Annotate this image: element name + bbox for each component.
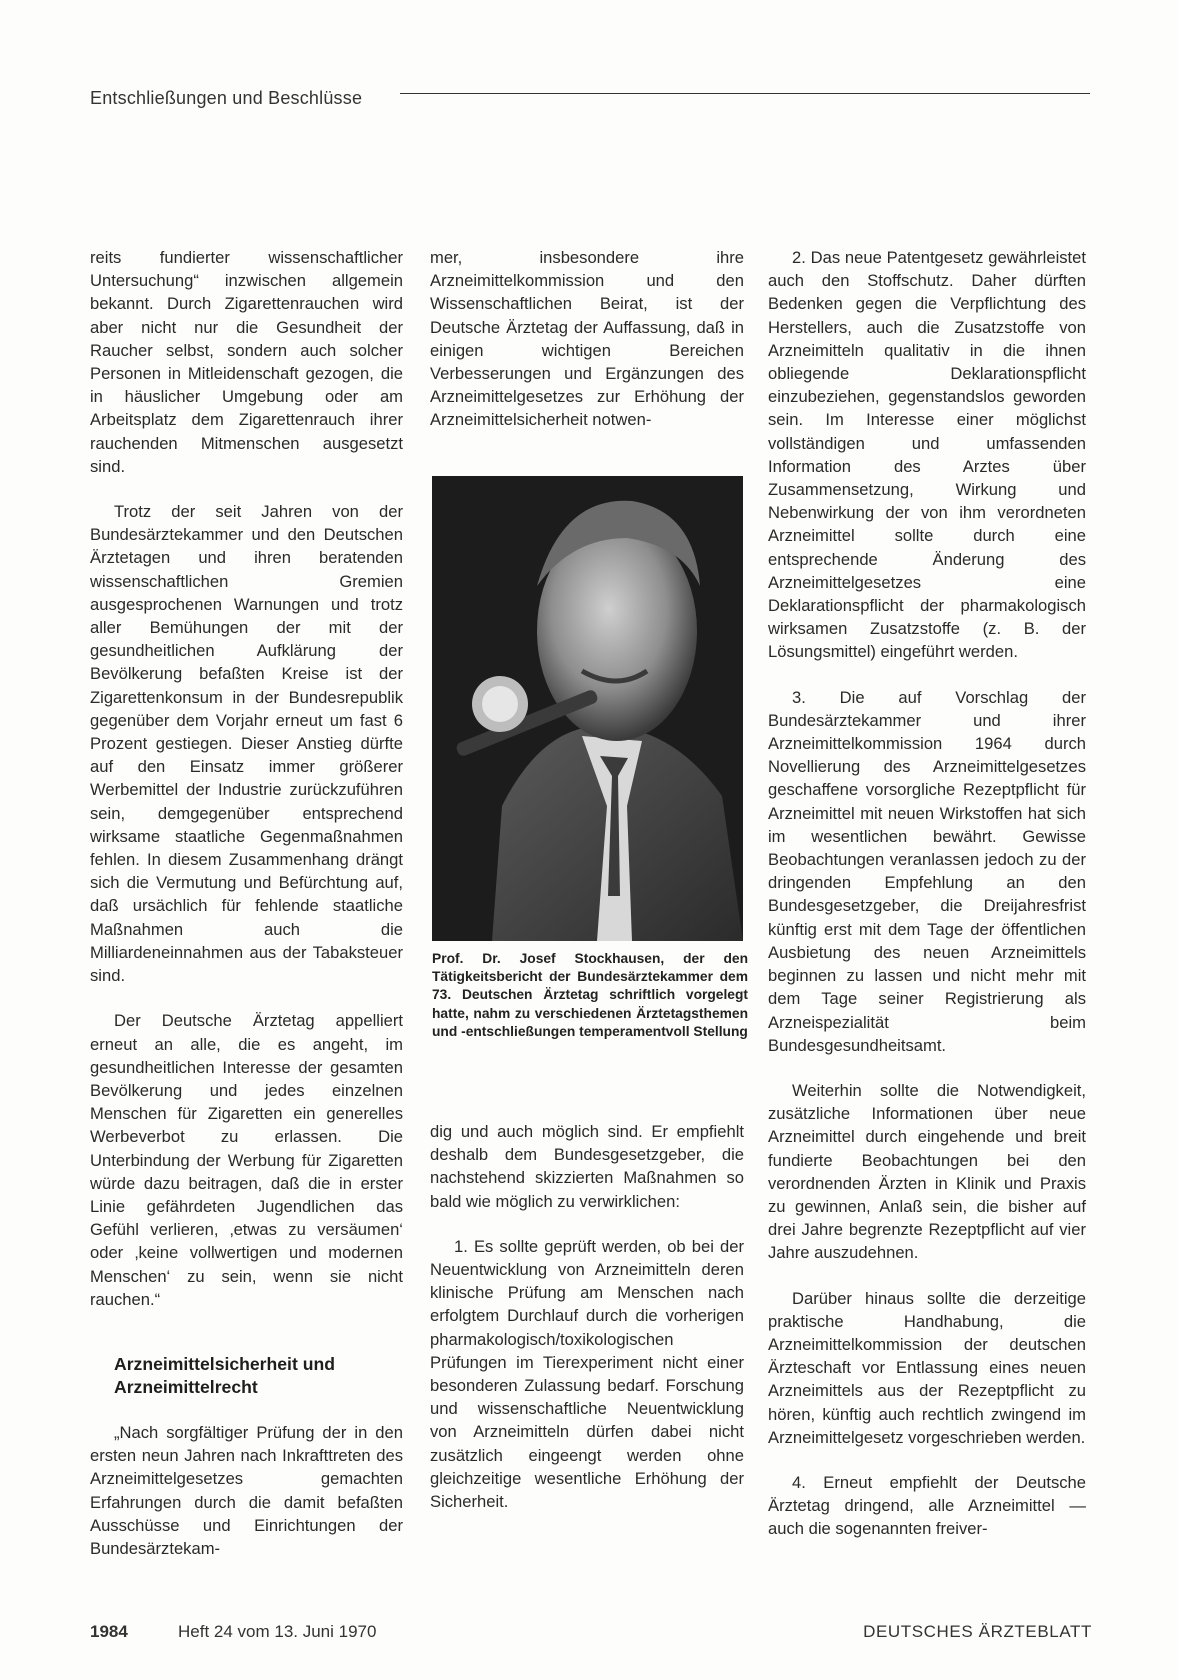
column-3 (768, 246, 1086, 1541)
paragraph: 4. Erneut empfiehlt der Deutsche Ärztetag dringend, alle Arzneimittel — auch die sogenannten freiver- (768, 1472, 1086, 1539)
speaker-photo-graphic (432, 476, 743, 941)
paragraph: 2. Das neue Patentgesetz gewährleistet auch den Stoffschutz. Daher dürften Bedenken gegen die Verpflichtung des Herstellers, auch die Zusatzstoffe von Arzneimitteln qualitativ in die ihnen obliegende Deklarationspflicht einzubeziehen, gegenstandslos geworden sein. Im Interesse einer möglichst vollständigen und umfassenden Information des Arztes über Zusammensetzung, Wirkung und Nebenwirkung der von ihm verordneten Arzneimittel sollte durch eine entsprechende Änderung des Arzneimittelgesetzes eine Deklarationspflicht der pharmakologisch wirksamen Zusatzstoffe (z. B. der Lösungsmittel) eingeführt werden. (768, 248, 1086, 662)
paragraph: Der Deutsche Ärztetag appelliert erneut an alle, die es angeht, im gesundheitlichen Interesse der gesamten Bevölkerung und jedes einzelnen Menschen für Zigaretten ein generelles Werbeverbot zu erlassen. Die Unterbindung der Werbung für Zigaretten würde dazu beitragen, daß die in erster Linie gefährdeten Jugendlichen das Gefühl verlieren, ‚etwas zu versäumen‘ oder ‚keine vollwertigen und modernen Menschen‘ zu sein, wenn sie nicht rauchen.“ (90, 1011, 403, 1309)
paragraph: mer, insbesondere ihre Arzneimittelkommission und den Wissenschaftlichen Beirat, ist der Deutsche Ärztetag der Auffassung, daß in einigen wichtigen Bereichen Verbesserungen und Ergänzungen des Arzneimittelgesetzes zur Erhöhung der Arzneimittelsicherheit notwen- (430, 248, 744, 430)
speaker-photo (432, 476, 743, 941)
paragraph: Weiterhin sollte die Notwendigkeit, zusätzliche Informationen über neue Arzneimittel durch eingehende und breit fundierte Beobachtungen bei den verordnenden Ärzten in Klinik und Praxis zu gewinnen, Anlaß sein, die bisher auf drei Jahre begrenzte Rezeptpflicht auf vier Jahre auszudehnen. (768, 1080, 1086, 1263)
header-rule (400, 93, 1090, 94)
section-title: Entschließungen und Beschlüsse (90, 88, 363, 108)
paragraph: reits fundierter wissenschaftlicher Untersuchung“ inzwischen allgemein bekannt. Durch Zigarettenrauchen wird aber nicht nur die Gesundheit der Raucher selbst, sondern auch solcher Personen in Mitleidenschaft gezogen, die in häuslicher Umgebung oder am Arbeitsplatz dem Zigarettenrauch ihrer rauchenden Mitmenschen ausgesetzt sind. (90, 248, 403, 476)
paragraph: „Nach sorgfältiger Prüfung der in den ersten neun Jahren nach Inkrafttreten des Arzneimittelgesetzes gemachten Erfahrungen durch die damit befaßten Ausschüsse und Einrichtungen der Bundesärztekam- (90, 1422, 403, 1558)
paragraph: 3. Die auf Vorschlag der Bundesärztekammer und ihrer Arzneimittelkommission 1964 durch Novellierung des Arzneimittelgesetzes geschaffene vorsorgliche Rezeptpflicht für Arzneimittel mit neuen Wirkstoffen hat sich im wesentlichen bewährt. Gewisse Beobachtungen veranlassen jedoch zu der dringenden Empfehlung an den Bundesgesetzgeber, die Dreijahresfrist künftig erst mit dem Tage der öffentlichen Ausbietung des neuen Arzneimittels beginnen zu lassen und nicht mehr mit dem Tage seiner Registrierung als Arzneispezialität beim Bundesgesundheitsamt. (768, 687, 1086, 1055)
subheading: Arzneimittelsicherheit und Arzneimittelrecht (114, 1353, 335, 1397)
column-1 (90, 246, 403, 1560)
journal-name: DEUTSCHES ÄRZTEBLATT (863, 1622, 1092, 1641)
paragraph: Trotz der seit Jahren von der Bundesärztekammer und den Deutschen Ärztetagen und ihren beratenden wissenschaftlichen Gremien ausgesprochenen Warnungen und trotz aller Bemühungen der mit der gesundheitlichen Aufklärung der Bevölkerung befaßten Kreise ist der Zigarettenkonsum in der Bundesrepublik gegenüber dem Vorjahr erneut um fast 6 Prozent gestiegen. Dieser Anstieg dürfte auf den Einsatz immer größerer Werbemittel der Industrie zurückzuführen sein, demgegenüber entsprechend wirksame staatliche Gegenmaßnahmen fehlen. In diesem Zusammenhang drängt sich die Vermutung und Befürchtung auf, daß ursächlich für fehlende staatliche Maßnahmen auch die Milliardeneinnahmen aus der Tabaksteuer sind. (90, 502, 403, 986)
column-2-bottom (430, 1120, 744, 1513)
column-2-top (430, 246, 744, 432)
paragraph: 1. Es sollte geprüft werden, ob bei der Neuentwicklung von Arzneimitteln deren klinische Prüfung am Menschen nach erfolgtem Durchlauf durch die vorherigen pharmakologisch/toxikologischen Prüfungen im Tierexperiment nicht einer besonderen Zulassung bedarf. Forschung und wissenschaftliche Neuentwicklung von Arzneimitteln dürfen dabei nicht zusätzlich eingeengt werden ohne gleichzeitige wesentliche Erhöhung der Sicherheit. (430, 1236, 744, 1512)
paragraph: Darüber hinaus sollte die derzeitige praktische Handhabung, die Arzneimittelkommission der deutschen Ärzteschaft vor Entlassung eines neuen Arzneimittels aus der Rezeptpflicht zu hören, künftig auch rechtlich zwingend im Arzneimittelgesetz vorgeschrieben werden. (768, 1288, 1086, 1447)
paragraph: dig und auch möglich sind. Er empfiehlt deshalb dem Bundesgesetzgeber, die nachstehend skizzierten Maßnahmen so bald wie möglich zu verwirklichen: (430, 1122, 744, 1211)
page-number: 1984 (90, 1622, 128, 1641)
photo-caption: Prof. Dr. Josef Stockhausen, der den Tätigkeitsbericht der Bundesärztekammer dem 73. Deutschen Ärztetag schriftlich vorgelegt hatte, nahm zu verschiedenen Ärztetagsthemen und -entschließungen temperamentvoll Stellung (432, 951, 748, 1039)
issue-info: Heft 24 vom 13. Juni 1970 (178, 1622, 377, 1641)
